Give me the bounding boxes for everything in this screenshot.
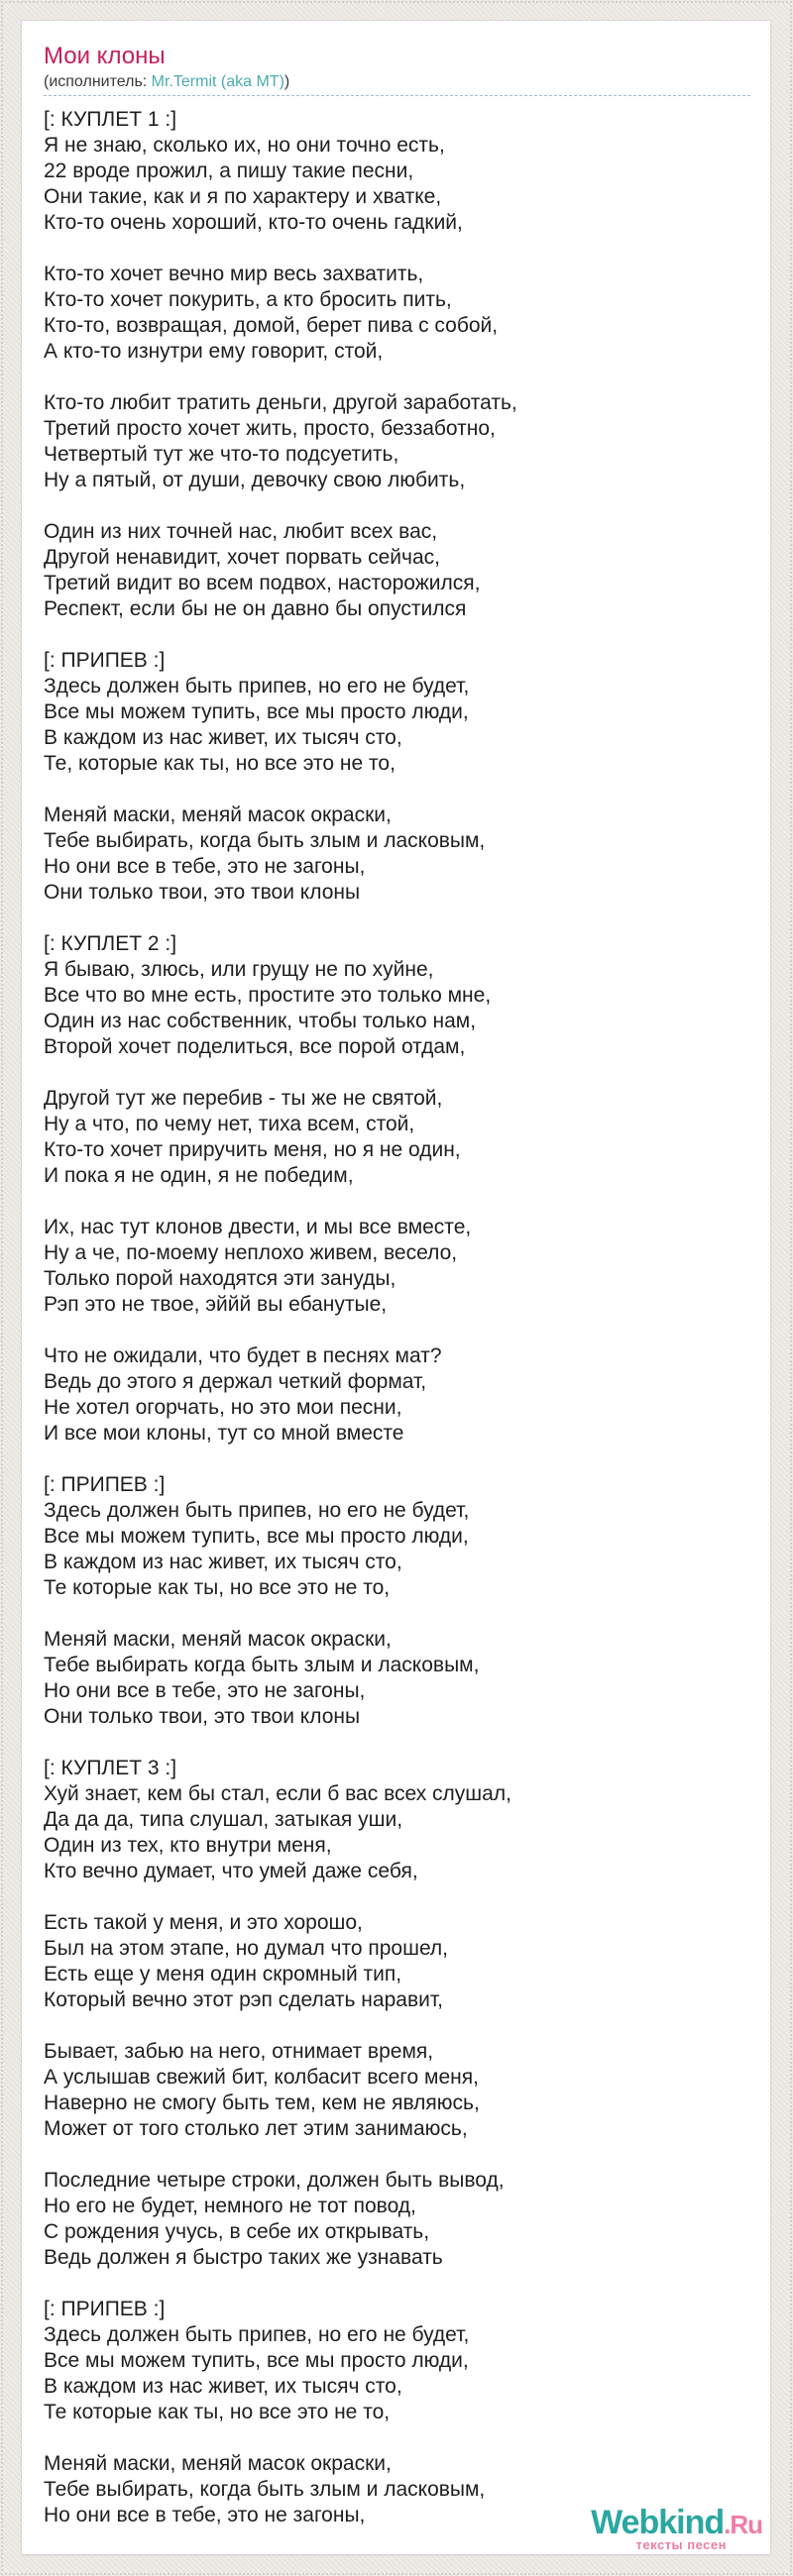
stanza	[44, 1086, 750, 1189]
lyric-line: Наверно не смогу быть тем, кем не являюсь,	[44, 2092, 480, 2114]
lyric-line: Кто-то любит тратить деньги, другой заработать,	[44, 391, 517, 414]
lyric-line: Бывает, забью на него, отнимает время,	[44, 2040, 434, 2063]
lyric-line: Последние четыре строки, должен быть вывод,	[44, 2169, 505, 2192]
lyric-line: Они только твои, это твои клоны	[44, 1705, 361, 1728]
lyric-line: Все мы можем тупить, все мы просто люди,	[44, 1525, 469, 1548]
artist-label: (исполнитель:	[44, 73, 152, 90]
lyric-line: Хуй знает, кем бы стал, если б вас всех слушал,	[44, 1782, 511, 1805]
lyrics-card	[22, 21, 770, 2554]
lyric-line: Не хотел огорчать, но это мои песни,	[44, 1396, 402, 1419]
lyric-line: Ведь должен я быстро таких же узнавать	[44, 2246, 443, 2269]
lyric-line: Здесь должен быть припев, но его не будет,	[44, 2323, 470, 2346]
logo-tagline: тексты песен	[635, 2537, 727, 2552]
lyric-line: Но они все в тебе, это не загоны,	[44, 855, 366, 878]
lyric-line: Но они все в тебе, это не загоны,	[44, 2504, 366, 2526]
stanza	[44, 2297, 750, 2425]
artist-label-suffix: )	[283, 73, 290, 90]
lyric-line: Респект, если бы не он давно бы опустился	[44, 597, 467, 620]
lyric-line: Был на этом этапе, но думал что прошел,	[44, 1937, 449, 1960]
lyric-line: Кто-то хочет вечно мир весь захватить,	[44, 263, 424, 285]
lyric-line: Кто-то, возвращая, домой, берет пива с собой,	[44, 314, 499, 337]
lyric-line: Кто-то хочет покурить, а кто бросить пить,	[44, 288, 452, 311]
lyric-line: Третий видит во всем подвох, насторожился,	[44, 572, 481, 594]
stanza	[44, 262, 750, 365]
lyric-line: Те которые как ты, но все это не то,	[44, 1576, 391, 1599]
stanza	[44, 1627, 750, 1730]
page-title: Мои клоны	[44, 43, 166, 69]
card-content	[22, 21, 770, 2528]
lyric-line: Один из тех, кто внутри меня,	[44, 1834, 332, 1857]
lyric-line: Один из нас собственник, чтобы только нам,	[44, 1010, 477, 1032]
lyric-line: Все мы можем тупить, все мы просто люди,	[44, 700, 469, 723]
lyric-line: Есть еще у меня один скромный тип,	[44, 1963, 402, 1986]
lyric-line: А услышав свежий бит, колбасит всего меня,	[44, 2066, 479, 2089]
lyric-line: Четвертый тут же что-то подсуетить,	[44, 443, 399, 466]
stanza	[44, 390, 750, 493]
stanza	[44, 2039, 750, 2142]
lyric-line: Тебе выбирать когда быть злым и ласковым,	[44, 1654, 480, 1676]
lyric-line: Здесь должен быть припев, но его не будет,	[44, 675, 470, 698]
stanza	[44, 519, 750, 622]
lyric-line: Они такие, как и я по характеру и хватке,	[44, 185, 442, 208]
lyric-line: С рождения учусь, в себе их открывать,	[44, 2220, 430, 2243]
lyric-line: Третий просто хочет жить, просто, беззаботно,	[44, 417, 496, 440]
logo-brand-text: Webkind	[591, 2504, 725, 2541]
lyric-line: Только порой находятся эти зануды,	[44, 1267, 396, 1290]
lyric-line: Но они все в тебе, это не загоны,	[44, 1679, 366, 1702]
lyric-line: Есть такой у меня, и это хорошо,	[44, 1911, 363, 1934]
lyric-line: Те, которые как ты, но все это не то,	[44, 752, 396, 775]
stanza	[44, 2168, 750, 2271]
lyric-line: [: ПРИПЕВ :]	[44, 1473, 166, 1496]
lyric-line: Другой тут же перебив - ты же не святой,	[44, 1087, 443, 1110]
lyric-line: Но его не будет, немного не тот повод,	[44, 2195, 416, 2217]
stanza	[44, 803, 750, 906]
lyric-line: Что не ожидали, что будет в песнях мат?	[44, 1344, 442, 1367]
stanza	[44, 648, 750, 777]
lyric-line: Ведь до этого я держал четкий формат,	[44, 1370, 427, 1393]
lyric-line: [: ПРИПЕВ :]	[44, 649, 166, 672]
lyric-line: А кто-то изнутри ему говорит, стой,	[44, 340, 384, 363]
stanza	[44, 1910, 750, 2013]
lyric-line: Другой ненавидит, хочет порвать сейчас,	[44, 546, 440, 569]
lyric-line: Кто-то очень хороший, кто-то очень гадкий,	[44, 211, 463, 234]
lyric-line: И все мои клоны, тут со мной вместе	[44, 1422, 404, 1445]
lyric-line: [: КУПЛЕТ 3 :]	[44, 1757, 177, 1779]
artist-link[interactable]: Mr.Termit (aka MT)	[151, 73, 284, 90]
lyric-line: Тебе выбирать, когда быть злым и ласковым,	[44, 829, 486, 852]
lyrics	[44, 107, 750, 2528]
stanza	[44, 1472, 750, 1601]
lyric-line: 22 вроде прожил, а пишу такие песни,	[44, 160, 414, 182]
lyric-line: Да да да, типа слушал, затыкая уши,	[44, 1808, 403, 1831]
stanza	[44, 1215, 750, 1318]
artist-line	[44, 73, 750, 96]
lyric-line: В каждом из нас живет, их тысяч сто,	[44, 726, 402, 749]
lyric-line: Те которые как ты, но все это не то,	[44, 2401, 391, 2423]
lyric-line: Ну а что, по чему нет, тиха всем, стой,	[44, 1113, 415, 1135]
lyric-line: [: ПРИПЕВ :]	[44, 2298, 166, 2320]
lyric-line: Они только твои, это твои клоны	[44, 881, 361, 904]
lyric-line: [: КУПЛЕТ 1 :]	[44, 108, 177, 131]
logo-tld-text: .Ru	[724, 2510, 762, 2539]
lyric-line: Меняй маски, меняй масок окраски,	[44, 2452, 392, 2475]
lyric-line: Я не знаю, сколько их, но они точно есть,	[44, 134, 445, 157]
lyric-line: Тебе выбирать, когда быть злым и ласковым,	[44, 2478, 486, 2501]
lyric-line: Их, нас тут клонов двести, и мы все вместе,	[44, 1216, 472, 1238]
lyric-line: Второй хочет поделиться, все порой отдам,	[44, 1035, 466, 1058]
lyric-line: Меняй маски, меняй масок окраски,	[44, 804, 392, 826]
lyric-line: Один из них точней нас, любит всех вас,	[44, 520, 438, 543]
lyric-line: Я бываю, злюсь, или грущу не по хуйне,	[44, 958, 434, 981]
lyric-line: Рэп это не твое, эййй вы ебанутые,	[44, 1293, 388, 1316]
lyric-line: Здесь должен быть припев, но его не будет,	[44, 1499, 470, 1522]
lyric-line: [: КУПЛЕТ 2 :]	[44, 932, 177, 955]
stanza	[44, 931, 750, 1060]
lyric-line: В каждом из нас живет, их тысяч сто,	[44, 1551, 402, 1573]
lyric-line: Который вечно этот рэп сделать наравит,	[44, 1988, 443, 2011]
lyric-line: Ну а пятый, от души, девочку свою любить,	[44, 469, 466, 491]
lyric-line: Ну а че, по-моему неплохо живем, весело,	[44, 1241, 458, 1264]
lyric-line: Кто-то хочет приручить меня, но я не один,	[44, 1138, 461, 1161]
lyric-line: В каждом из нас живет, их тысяч сто,	[44, 2375, 402, 2398]
stanza	[44, 1343, 750, 1447]
lyric-line: Все что во мне есть, простите это только мне,	[44, 984, 492, 1007]
lyric-line: Все мы можем тупить, все мы просто люди,	[44, 2349, 469, 2372]
lyric-line: И пока я не один, я не победим,	[44, 1164, 354, 1187]
lyric-line: Кто вечно думает, что умей даже себя,	[44, 1860, 418, 1882]
lyric-line: Меняй маски, меняй масок окраски,	[44, 1628, 392, 1651]
lyric-line: Может от того столько лет этим занимаюсь,	[44, 2117, 468, 2140]
stanza	[44, 107, 750, 236]
webkind-logo[interactable]	[591, 2504, 762, 2552]
stanza	[44, 1756, 750, 1884]
logo-wordmark	[591, 2504, 762, 2541]
